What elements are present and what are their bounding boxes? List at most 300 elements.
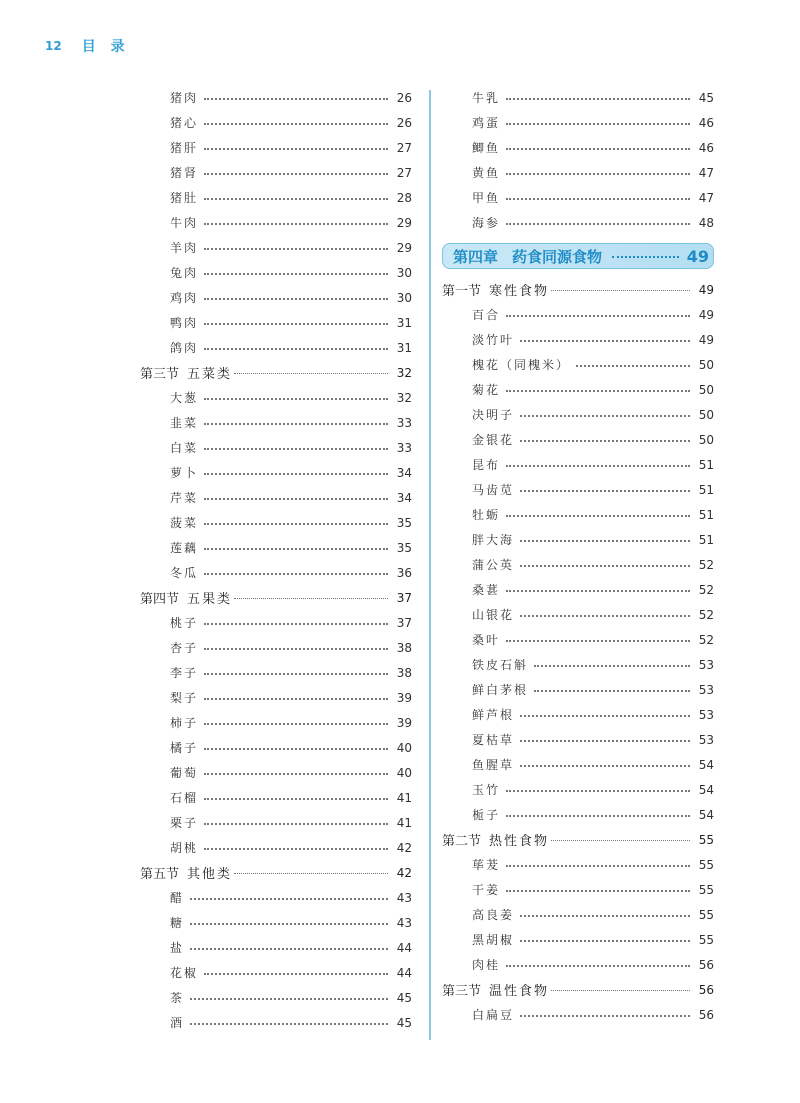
dot-leader bbox=[506, 465, 690, 467]
dot-leader bbox=[204, 423, 388, 425]
chapter-page-number: 49 bbox=[686, 246, 709, 266]
toc-item[interactable] bbox=[442, 702, 714, 727]
dot-leader bbox=[520, 740, 690, 742]
toc-item-title: 韭菜 bbox=[170, 416, 199, 430]
toc-item-page-number: 46 bbox=[698, 115, 714, 130]
dot-leader bbox=[204, 398, 388, 400]
toc-item-title: 鸭肉 bbox=[170, 316, 199, 330]
toc-item-page-number: 27 bbox=[396, 165, 412, 180]
section-entry[interactable] bbox=[140, 360, 412, 385]
dot-leader bbox=[506, 198, 690, 200]
toc-item[interactable] bbox=[140, 735, 412, 760]
dot-leader bbox=[204, 573, 388, 575]
toc-item-page-number: 52 bbox=[698, 632, 714, 647]
section-number: 第三节 bbox=[140, 367, 180, 382]
toc-item-page-number: 49 bbox=[698, 307, 714, 322]
toc-item-page-number: 37 bbox=[396, 615, 412, 630]
toc-item-title: 柿子 bbox=[170, 716, 199, 730]
toc-item-page-number: 51 bbox=[698, 457, 714, 472]
toc-item-title: 猪肝 bbox=[170, 141, 199, 155]
toc-item[interactable] bbox=[140, 610, 412, 635]
section-entry[interactable] bbox=[140, 860, 412, 885]
toc-item-title: 干姜 bbox=[472, 883, 501, 897]
dot-leader bbox=[204, 348, 388, 350]
toc-item-title: 蒲公英 bbox=[472, 558, 515, 572]
toc-item-title: 橘子 bbox=[170, 741, 199, 755]
page-title: 目 录 bbox=[81, 39, 130, 55]
dot-leader bbox=[506, 515, 690, 517]
toc-item-title: 猪肾 bbox=[170, 166, 199, 180]
toc-item[interactable] bbox=[442, 502, 714, 527]
toc-item-title: 胖大海 bbox=[472, 533, 515, 547]
toc-item[interactable] bbox=[140, 935, 412, 960]
toc-item[interactable] bbox=[140, 85, 412, 110]
dot-leader bbox=[520, 915, 690, 917]
toc-item[interactable] bbox=[140, 560, 412, 585]
toc-item-page-number: 29 bbox=[396, 215, 412, 230]
toc-right-column bbox=[442, 85, 714, 1027]
toc-item-title: 栗子 bbox=[170, 816, 199, 830]
column-divider bbox=[429, 90, 431, 1040]
toc-item-title: 鸡肉 bbox=[170, 291, 199, 305]
toc-item-page-number: 34 bbox=[396, 465, 412, 480]
toc-item-page-number: 35 bbox=[396, 540, 412, 555]
toc-item[interactable] bbox=[442, 477, 714, 502]
section-title: 五菜类 bbox=[187, 367, 233, 382]
dot-leader bbox=[520, 415, 690, 417]
dot-leader bbox=[506, 590, 690, 592]
toc-item-page-number: 26 bbox=[396, 90, 412, 105]
toc-item[interactable] bbox=[442, 1002, 714, 1027]
toc-item-title: 大葱 bbox=[170, 391, 199, 405]
dot-leader bbox=[204, 698, 388, 700]
toc-item-title: 猪心 bbox=[170, 116, 199, 130]
toc-item-title: 醋 bbox=[170, 891, 185, 905]
toc-item[interactable] bbox=[140, 1010, 412, 1035]
section-title: 温性食物 bbox=[489, 984, 550, 999]
section-number: 第一节 bbox=[442, 284, 482, 299]
section-page-number: 32 bbox=[396, 365, 412, 380]
toc-item-title: 山银花 bbox=[472, 608, 515, 622]
toc-item-page-number: 47 bbox=[698, 165, 714, 180]
dot-leader bbox=[204, 798, 388, 800]
toc-item[interactable] bbox=[140, 285, 412, 310]
dot-leader bbox=[506, 790, 690, 792]
toc-item-page-number: 54 bbox=[698, 757, 714, 772]
toc-item-title: 牡蛎 bbox=[472, 508, 501, 522]
toc-item-page-number: 43 bbox=[396, 915, 412, 930]
toc-item-title: 黄鱼 bbox=[472, 166, 501, 180]
dot-leader bbox=[506, 98, 690, 100]
toc-item-page-number: 39 bbox=[396, 715, 412, 730]
dot-leader bbox=[551, 290, 690, 291]
toc-item[interactable] bbox=[442, 452, 714, 477]
toc-item-title: 鲫鱼 bbox=[472, 141, 501, 155]
section-entry[interactable] bbox=[442, 277, 714, 302]
dot-leader bbox=[234, 373, 388, 374]
toc-item[interactable] bbox=[442, 352, 714, 377]
toc-item-page-number: 28 bbox=[396, 190, 412, 205]
toc-item-title: 鲜白茅根 bbox=[472, 683, 529, 697]
toc-item-page-number: 45 bbox=[698, 90, 714, 105]
section-entry[interactable] bbox=[442, 827, 714, 852]
toc-item-page-number: 42 bbox=[396, 840, 412, 855]
toc-item-page-number: 45 bbox=[396, 990, 412, 1005]
toc-item-page-number: 50 bbox=[698, 382, 714, 397]
toc-item-page-number: 51 bbox=[698, 507, 714, 522]
toc-item-page-number: 53 bbox=[698, 682, 714, 697]
dot-leader bbox=[204, 623, 388, 625]
toc-item[interactable] bbox=[140, 685, 412, 710]
toc-item[interactable] bbox=[140, 435, 412, 460]
toc-item-page-number: 53 bbox=[698, 657, 714, 672]
toc-item[interactable] bbox=[442, 377, 714, 402]
toc-item-page-number: 44 bbox=[396, 965, 412, 980]
page-number: 12 bbox=[45, 39, 62, 53]
toc-item[interactable] bbox=[442, 552, 714, 577]
dot-leader bbox=[520, 540, 690, 542]
dot-leader bbox=[576, 365, 690, 367]
toc-item[interactable] bbox=[140, 960, 412, 985]
dot-leader bbox=[204, 673, 388, 675]
toc-item-title: 杏子 bbox=[170, 641, 199, 655]
toc-item[interactable] bbox=[140, 635, 412, 660]
dot-leader bbox=[204, 323, 388, 325]
toc-item-title: 芹菜 bbox=[170, 491, 199, 505]
toc-item-page-number: 36 bbox=[396, 565, 412, 580]
dot-leader bbox=[204, 448, 388, 450]
toc-item-title: 梨子 bbox=[170, 691, 199, 705]
toc-item[interactable] bbox=[140, 135, 412, 160]
toc-item-page-number: 48 bbox=[698, 215, 714, 230]
toc-item[interactable] bbox=[442, 902, 714, 927]
toc-item[interactable] bbox=[140, 185, 412, 210]
toc-item-title: 铁皮石斛 bbox=[472, 658, 529, 672]
toc-item-page-number: 35 bbox=[396, 515, 412, 530]
toc-item-page-number: 51 bbox=[698, 482, 714, 497]
toc-item[interactable] bbox=[140, 785, 412, 810]
toc-item[interactable] bbox=[442, 777, 714, 802]
dot-leader bbox=[190, 948, 388, 950]
toc-item-title: 决明子 bbox=[472, 408, 515, 422]
dot-leader bbox=[190, 998, 388, 1000]
dot-leader bbox=[520, 440, 690, 442]
toc-item[interactable] bbox=[442, 160, 714, 185]
toc-item-title: 菊花 bbox=[472, 383, 501, 397]
toc-item[interactable] bbox=[442, 727, 714, 752]
dot-leader bbox=[204, 123, 388, 125]
toc-item[interactable] bbox=[140, 460, 412, 485]
toc-item[interactable] bbox=[442, 852, 714, 877]
toc-item-page-number: 56 bbox=[698, 1007, 714, 1022]
toc-item[interactable] bbox=[442, 577, 714, 602]
page-header bbox=[45, 36, 130, 56]
toc-item-page-number: 56 bbox=[698, 957, 714, 972]
chapter-entry[interactable] bbox=[442, 243, 714, 269]
toc-item-page-number: 40 bbox=[396, 765, 412, 780]
dot-leader bbox=[204, 223, 388, 225]
toc-item-page-number: 54 bbox=[698, 782, 714, 797]
section-number: 第四节 bbox=[140, 592, 180, 607]
toc-item-page-number: 29 bbox=[396, 240, 412, 255]
toc-item[interactable] bbox=[442, 210, 714, 235]
section-title: 热性食物 bbox=[489, 834, 550, 849]
dot-leader bbox=[534, 690, 690, 692]
toc-item[interactable] bbox=[442, 527, 714, 552]
toc-item[interactable] bbox=[442, 185, 714, 210]
toc-item-title: 高良姜 bbox=[472, 908, 515, 922]
toc-item-title: 羊肉 bbox=[170, 241, 199, 255]
toc-item-page-number: 33 bbox=[396, 440, 412, 455]
toc-item-page-number: 38 bbox=[396, 640, 412, 655]
toc-item-page-number: 55 bbox=[698, 882, 714, 897]
section-title: 寒性食物 bbox=[489, 284, 550, 299]
dot-leader bbox=[190, 1023, 388, 1025]
dot-leader bbox=[506, 173, 690, 175]
chapter-title: 药食同源食物 bbox=[512, 247, 603, 266]
toc-item-page-number: 46 bbox=[698, 140, 714, 155]
dot-leader bbox=[190, 923, 388, 925]
dot-leader bbox=[506, 890, 690, 892]
toc-item-title: 盐 bbox=[170, 941, 185, 955]
dot-leader bbox=[204, 473, 388, 475]
section-number: 第五节 bbox=[140, 867, 180, 882]
dot-leader bbox=[520, 715, 690, 717]
toc-item-page-number: 51 bbox=[698, 532, 714, 547]
dot-leader bbox=[204, 548, 388, 550]
dot-leader bbox=[204, 848, 388, 850]
toc-item-title: 白菜 bbox=[170, 441, 199, 455]
toc-item-page-number: 34 bbox=[396, 490, 412, 505]
section-page-number: 55 bbox=[698, 832, 714, 847]
dot-leader bbox=[506, 390, 690, 392]
toc-item[interactable] bbox=[442, 752, 714, 777]
toc-item[interactable] bbox=[140, 235, 412, 260]
section-page-number: 49 bbox=[698, 282, 714, 297]
toc-item-title: 甲鱼 bbox=[472, 191, 501, 205]
toc-item[interactable] bbox=[140, 710, 412, 735]
toc-item-title: 肉桂 bbox=[472, 958, 501, 972]
toc-item[interactable] bbox=[140, 810, 412, 835]
toc-item-title: 冬瓜 bbox=[170, 566, 199, 580]
dot-leader bbox=[534, 665, 690, 667]
toc-item-page-number: 47 bbox=[698, 190, 714, 205]
dot-leader bbox=[204, 148, 388, 150]
section-entry[interactable] bbox=[140, 585, 412, 610]
section-title: 五果类 bbox=[187, 592, 233, 607]
toc-item[interactable] bbox=[140, 260, 412, 285]
toc-item[interactable] bbox=[442, 85, 714, 110]
toc-item-title: 萝卜 bbox=[170, 466, 199, 480]
dot-leader bbox=[204, 298, 388, 300]
dot-leader bbox=[204, 648, 388, 650]
dot-leader bbox=[520, 490, 690, 492]
toc-item-title: 海参 bbox=[472, 216, 501, 230]
section-page-number: 56 bbox=[698, 982, 714, 997]
toc-item[interactable] bbox=[442, 952, 714, 977]
toc-item[interactable] bbox=[140, 660, 412, 685]
toc-item-title: 茶 bbox=[170, 991, 185, 1005]
dot-leader bbox=[520, 1015, 690, 1017]
toc-item[interactable] bbox=[442, 627, 714, 652]
toc-item-title: 桃子 bbox=[170, 616, 199, 630]
toc-item[interactable] bbox=[442, 802, 714, 827]
toc-item-page-number: 44 bbox=[396, 940, 412, 955]
toc-item-page-number: 55 bbox=[698, 907, 714, 922]
dot-leader bbox=[204, 748, 388, 750]
toc-item[interactable] bbox=[140, 835, 412, 860]
toc-item[interactable] bbox=[140, 160, 412, 185]
toc-item-title: 猪肚 bbox=[170, 191, 199, 205]
toc-item-title: 鸽肉 bbox=[170, 341, 199, 355]
dot-leader bbox=[520, 940, 690, 942]
toc-item-page-number: 49 bbox=[698, 332, 714, 347]
toc-item[interactable] bbox=[140, 110, 412, 135]
dot-leader bbox=[551, 840, 690, 841]
toc-item[interactable] bbox=[140, 210, 412, 235]
toc-item-title: 夏枯草 bbox=[472, 733, 515, 747]
toc-item-title: 胡桃 bbox=[170, 841, 199, 855]
toc-item[interactable] bbox=[140, 410, 412, 435]
toc-item[interactable] bbox=[140, 335, 412, 360]
dot-leader bbox=[520, 615, 690, 617]
dot-leader bbox=[506, 123, 690, 125]
dot-leader bbox=[520, 765, 690, 767]
toc-item[interactable] bbox=[140, 385, 412, 410]
dot-leader bbox=[204, 198, 388, 200]
toc-item-page-number: 52 bbox=[698, 582, 714, 597]
toc-item-page-number: 27 bbox=[396, 140, 412, 155]
dot-leader bbox=[204, 498, 388, 500]
toc-item[interactable] bbox=[140, 310, 412, 335]
toc-item-page-number: 30 bbox=[396, 290, 412, 305]
dot-leader bbox=[520, 340, 690, 342]
toc-item-title: 酒 bbox=[170, 1016, 185, 1030]
toc-item[interactable] bbox=[442, 402, 714, 427]
dot-leader bbox=[204, 173, 388, 175]
dot-leader bbox=[204, 973, 388, 975]
toc-item-page-number: 40 bbox=[396, 740, 412, 755]
section-number: 第三节 bbox=[442, 984, 482, 999]
dot-leader bbox=[612, 256, 679, 258]
toc-item-title: 白扁豆 bbox=[472, 1008, 515, 1022]
toc-item-title: 糖 bbox=[170, 916, 185, 930]
toc-item-title: 兔肉 bbox=[170, 266, 199, 280]
toc-item-page-number: 31 bbox=[396, 315, 412, 330]
toc-item[interactable] bbox=[140, 510, 412, 535]
toc-item-page-number: 52 bbox=[698, 557, 714, 572]
toc-item-page-number: 50 bbox=[698, 357, 714, 372]
toc-item-page-number: 54 bbox=[698, 807, 714, 822]
dot-leader bbox=[204, 773, 388, 775]
toc-item-page-number: 41 bbox=[396, 790, 412, 805]
dot-leader bbox=[234, 873, 388, 874]
toc-item[interactable] bbox=[140, 760, 412, 785]
dot-leader bbox=[204, 823, 388, 825]
toc-item-title: 桑葚 bbox=[472, 583, 501, 597]
toc-item[interactable] bbox=[442, 135, 714, 160]
section-entry[interactable] bbox=[442, 977, 714, 1002]
toc-item-title: 石榴 bbox=[170, 791, 199, 805]
toc-item[interactable] bbox=[442, 110, 714, 135]
toc-item-title: 槐花（同槐米） bbox=[472, 358, 571, 372]
toc-item-title: 玉竹 bbox=[472, 783, 501, 797]
toc-item-page-number: 55 bbox=[698, 932, 714, 947]
toc-item[interactable] bbox=[442, 302, 714, 327]
toc-item-page-number: 33 bbox=[396, 415, 412, 430]
toc-item-title: 花椒 bbox=[170, 966, 199, 980]
toc-item-title: 昆布 bbox=[472, 458, 501, 472]
toc-item-page-number: 55 bbox=[698, 857, 714, 872]
dot-leader bbox=[506, 865, 690, 867]
toc-item-page-number: 39 bbox=[396, 690, 412, 705]
toc-item-page-number: 43 bbox=[396, 890, 412, 905]
toc-item-title: 桑叶 bbox=[472, 633, 501, 647]
toc-item-title: 猪肉 bbox=[170, 91, 199, 105]
toc-item[interactable] bbox=[442, 677, 714, 702]
toc-item-page-number: 38 bbox=[396, 665, 412, 680]
toc-item-page-number: 26 bbox=[396, 115, 412, 130]
dot-leader bbox=[551, 990, 690, 991]
toc-item[interactable] bbox=[442, 327, 714, 352]
toc-item-page-number: 32 bbox=[396, 390, 412, 405]
toc-item-title: 淡竹叶 bbox=[472, 333, 515, 347]
toc-item-title: 牛乳 bbox=[472, 91, 501, 105]
toc-item-page-number: 31 bbox=[396, 340, 412, 355]
toc-left-column bbox=[140, 85, 412, 1035]
toc-item-title: 马齿苋 bbox=[472, 483, 515, 497]
toc-item-title: 莲藕 bbox=[170, 541, 199, 555]
dot-leader bbox=[506, 965, 690, 967]
toc-item-page-number: 50 bbox=[698, 432, 714, 447]
toc-item[interactable] bbox=[140, 910, 412, 935]
dot-leader bbox=[234, 598, 388, 599]
toc-item-page-number: 50 bbox=[698, 407, 714, 422]
section-page-number: 37 bbox=[396, 590, 412, 605]
toc-item-title: 荜茇 bbox=[472, 858, 501, 872]
toc-item-page-number: 52 bbox=[698, 607, 714, 622]
toc-item[interactable] bbox=[442, 427, 714, 452]
toc-item[interactable] bbox=[140, 885, 412, 910]
dot-leader bbox=[506, 148, 690, 150]
dot-leader bbox=[520, 565, 690, 567]
toc-item-title: 百合 bbox=[472, 308, 501, 322]
toc-item[interactable] bbox=[442, 602, 714, 627]
toc-item-title: 黑胡椒 bbox=[472, 933, 515, 947]
dot-leader bbox=[506, 315, 690, 317]
toc-item[interactable] bbox=[140, 985, 412, 1010]
toc-item-title: 牛肉 bbox=[170, 216, 199, 230]
section-number: 第二节 bbox=[442, 834, 482, 849]
toc-item[interactable] bbox=[140, 485, 412, 510]
toc-item-title: 鱼腥草 bbox=[472, 758, 515, 772]
toc-item-title: 鲜芦根 bbox=[472, 708, 515, 722]
toc-item[interactable] bbox=[442, 877, 714, 902]
section-title: 其他类 bbox=[187, 867, 233, 882]
toc-item-title: 李子 bbox=[170, 666, 199, 680]
toc-item[interactable] bbox=[140, 535, 412, 560]
toc-item[interactable] bbox=[442, 652, 714, 677]
dot-leader bbox=[506, 815, 690, 817]
toc-item[interactable] bbox=[442, 927, 714, 952]
toc-item-page-number: 41 bbox=[396, 815, 412, 830]
toc-item-page-number: 45 bbox=[396, 1015, 412, 1030]
dot-leader bbox=[506, 223, 690, 225]
dot-leader bbox=[204, 523, 388, 525]
toc-item-page-number: 30 bbox=[396, 265, 412, 280]
toc-item-title: 葡萄 bbox=[170, 766, 199, 780]
dot-leader bbox=[204, 273, 388, 275]
